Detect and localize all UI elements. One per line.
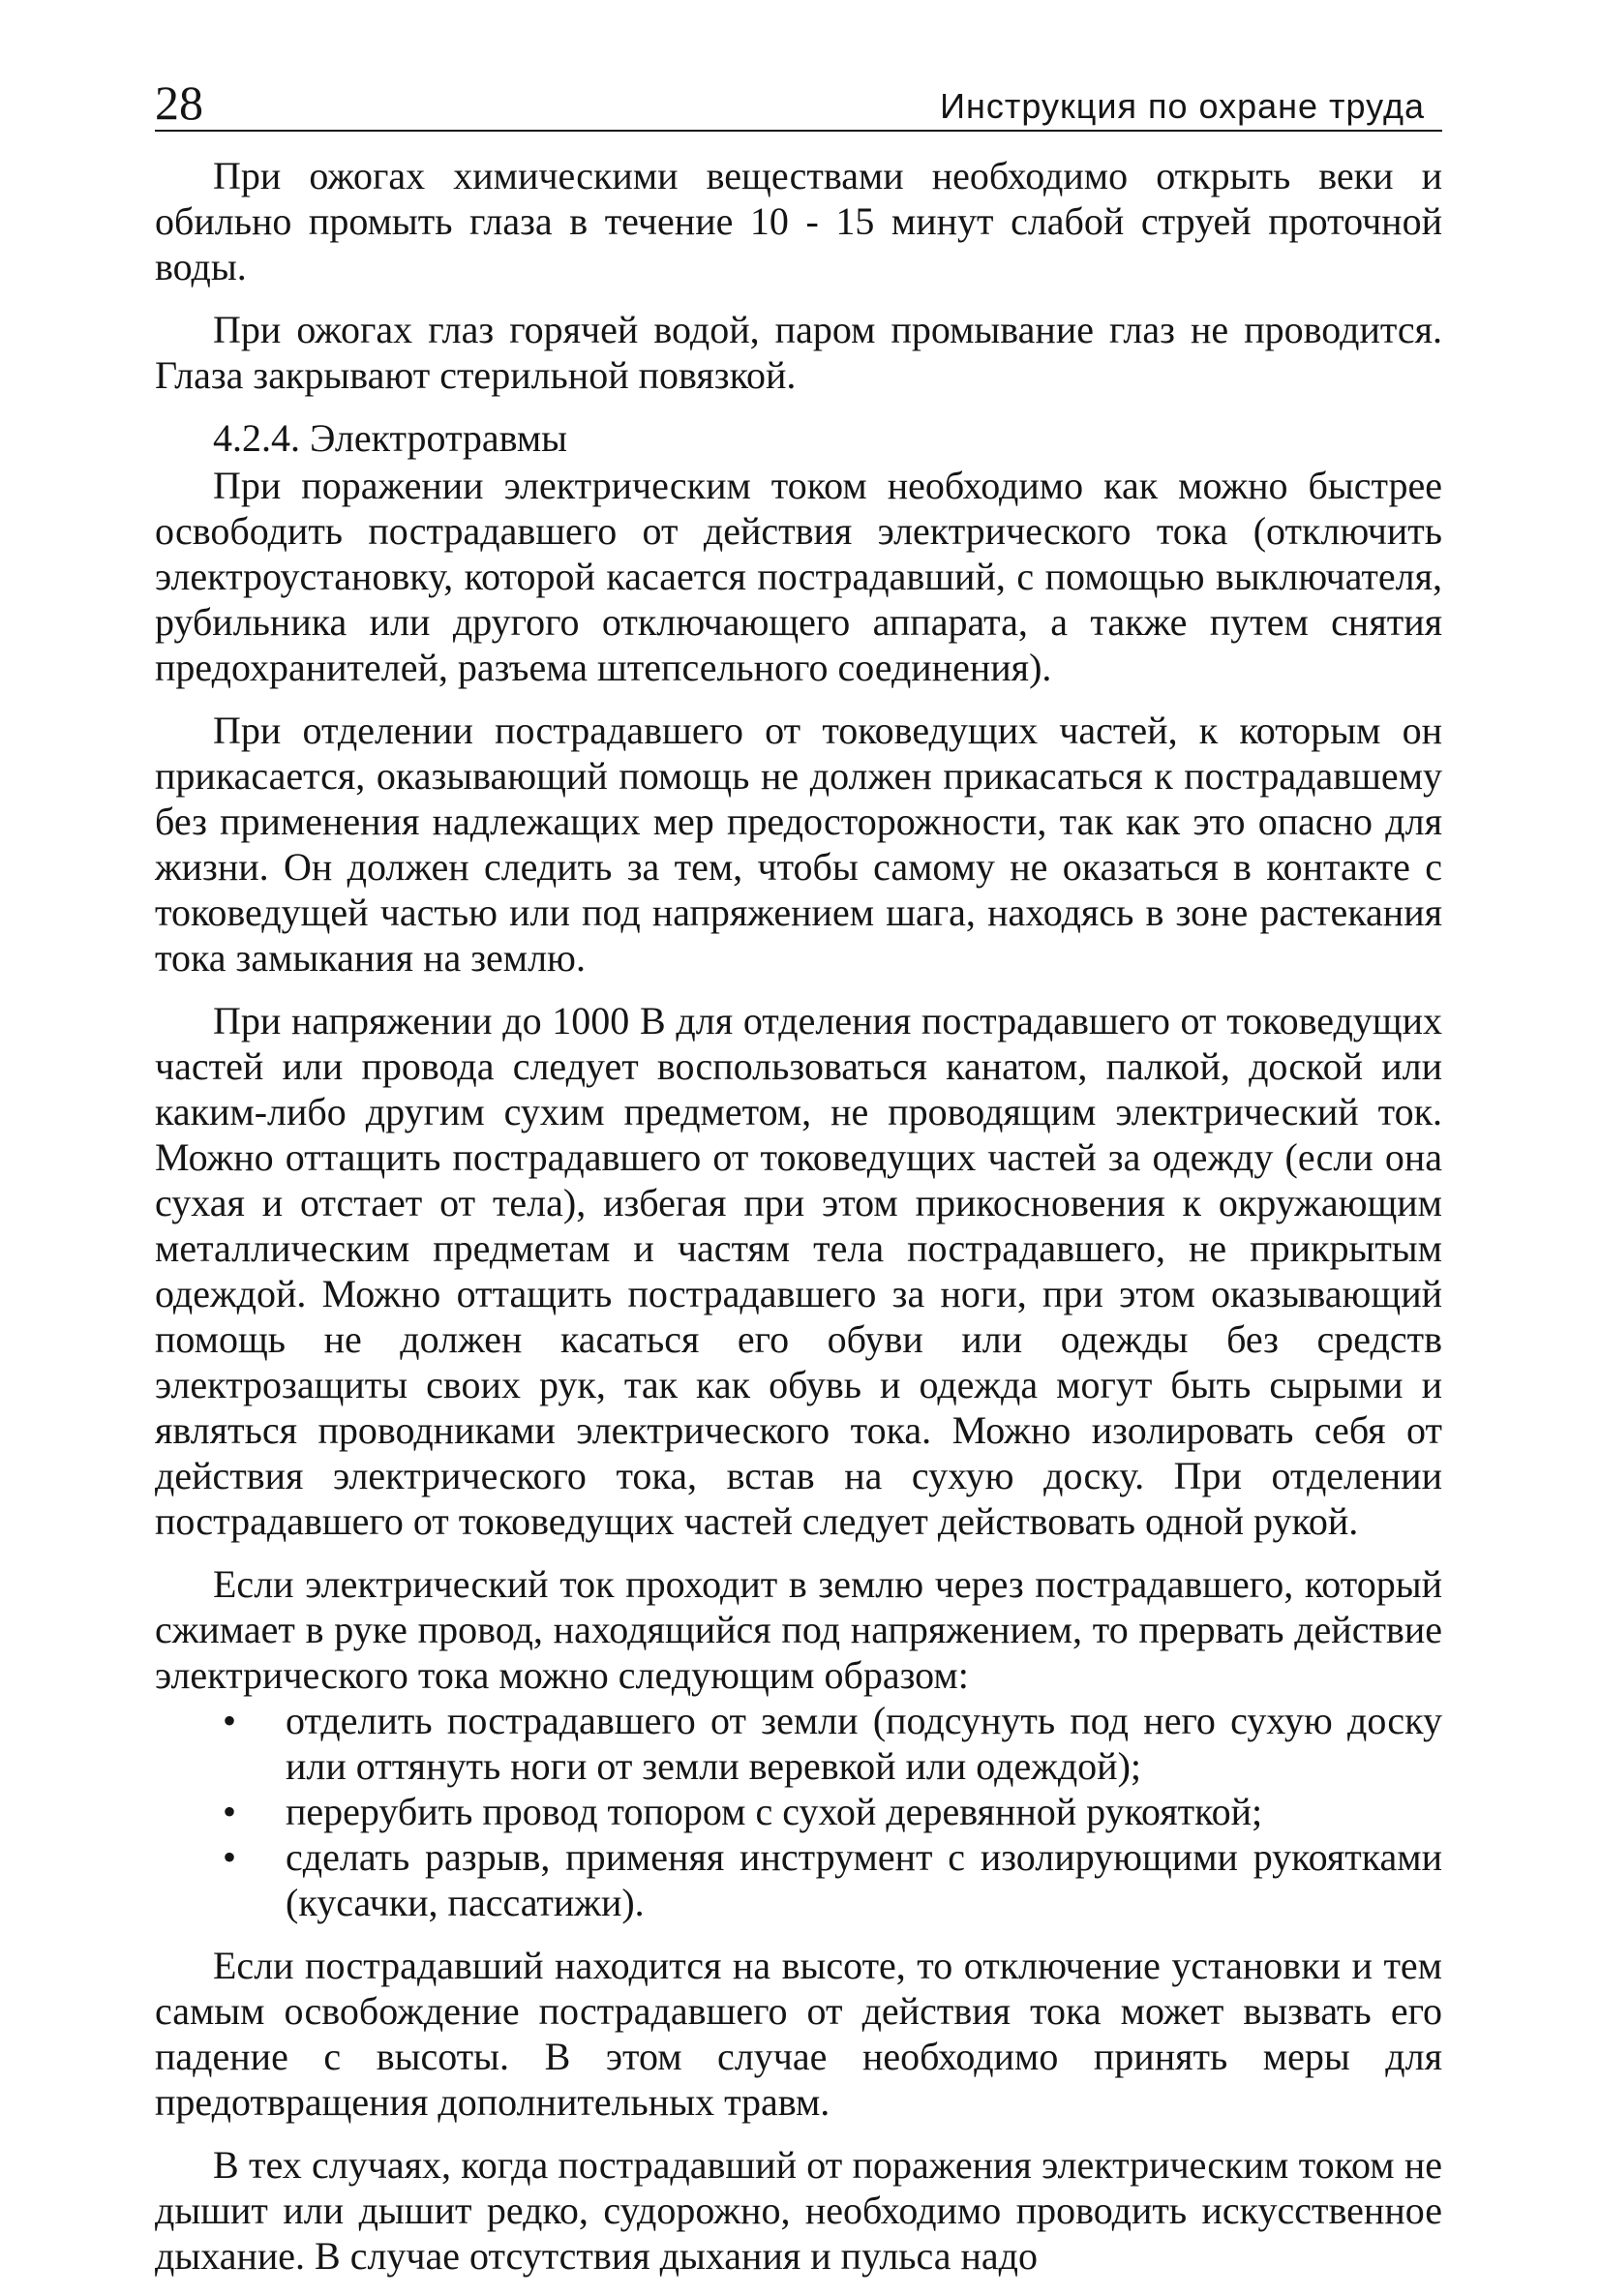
paragraph-electric-shock: При поражении электрическим током необходимо как можно быстрее освободить пострадавшего от действия электрического тока (отключить электроустановку, которой касается пострадавший, с помощью выключателя, рубильника или другого отключающего аппарата, а также путем снятия предохранителей, разъема штепсельного соединения). bbox=[155, 464, 1442, 689]
book-page bbox=[155, 64, 1442, 2296]
running-header bbox=[155, 64, 1442, 132]
page-number: 28 bbox=[155, 76, 203, 130]
page-body bbox=[155, 153, 1442, 2279]
paragraph-ground-current: Если электрический ток проходит в землю через пострадавшего, который сжимает в руке провод, находящийся под напряжением, то прервать действие электрического тока можно следующим образом: bbox=[155, 1562, 1442, 1697]
paragraph-chemical-burns: При ожогах химическими веществами необходимо открыть веки и обильно промыть глаза в течение 10 - 15 минут слабой струей проточной воды. bbox=[155, 154, 1442, 288]
paragraph-breathing: В тех случаях, когда пострадавший от поражения электрическим током не дышит или дышит редко, судорожно, необходимо проводить искусственное дыхание. В случае отсутствия дыхания и пульса надо bbox=[155, 2143, 1442, 2278]
list-item: • сделать разрыв, применяя инструмент с изолирующими рукоятками (кусачки, пассатижи). bbox=[155, 1834, 1442, 1925]
list-item: • перерубить провод топором с сухой деревянной рукояткой; bbox=[155, 1789, 1442, 1834]
bullet-list bbox=[155, 1698, 1442, 1925]
section-heading: 4.2.4. Электротравмы bbox=[213, 416, 568, 460]
paragraph-low-voltage: При напряжении до 1000 В для отделения пострадавшего от токоведущих частей или провода следует воспользоваться канатом, палкой, доской или каким-либо другим сухим предметом, не проводящим электрический ток. Можно оттащить пострадавшего от токоведущих частей за одежду (если она сухая и отстает от тела), избегая при этом прикосновения к окружающим металлическим предметам и частям тела пострадавшего, не прикрытым одеждой. Можно оттащить пострадавшего за ноги, при этом оказывающий помощь не должен касаться его обуви или одежды без средств электрозащиты своих рук, так как обувь и одежда могут быть сырыми и являться проводниками электрического тока. Можно изолировать себя от действия электрического тока, встав на сухую доску. При отделении пострадавшего от токоведущих частей следует действовать одной рукой. bbox=[155, 999, 1442, 1543]
paragraph-separation: При отделении пострадавшего от токоведущих частей, к которым он прикасается, оказывающий помощь не должен прикасаться к пострадавшему без применения надлежащих мер предосторожности, так как это опасно для жизни. Он должен следить за тем, чтобы самому не оказаться в контакте с токоведущей частью или под напряжением шага, находясь в зоне растекания тока замыкания на землю. bbox=[155, 709, 1442, 980]
paragraph-height: Если пострадавший находится на высоте, то отключение установки и тем самым освобождение пострадавшего от действия тока может вызвать его падение с высоты. В этом случае необходимо принять меры для предотвращения дополнительных травм. bbox=[155, 1944, 1442, 2124]
paragraph-hot-water-burns: При ожогах глаз горячей водой, паром промывание глаз не проводится. Глаза закрывают стерильной повязкой. bbox=[155, 308, 1442, 397]
running-title: Инструкция по охране труда bbox=[940, 86, 1425, 126]
list-item: • отделить пострадавшего от земли (подсунуть под него сухую доску или оттянуть ноги от земли веревкой или одеждой); bbox=[155, 1698, 1442, 1789]
